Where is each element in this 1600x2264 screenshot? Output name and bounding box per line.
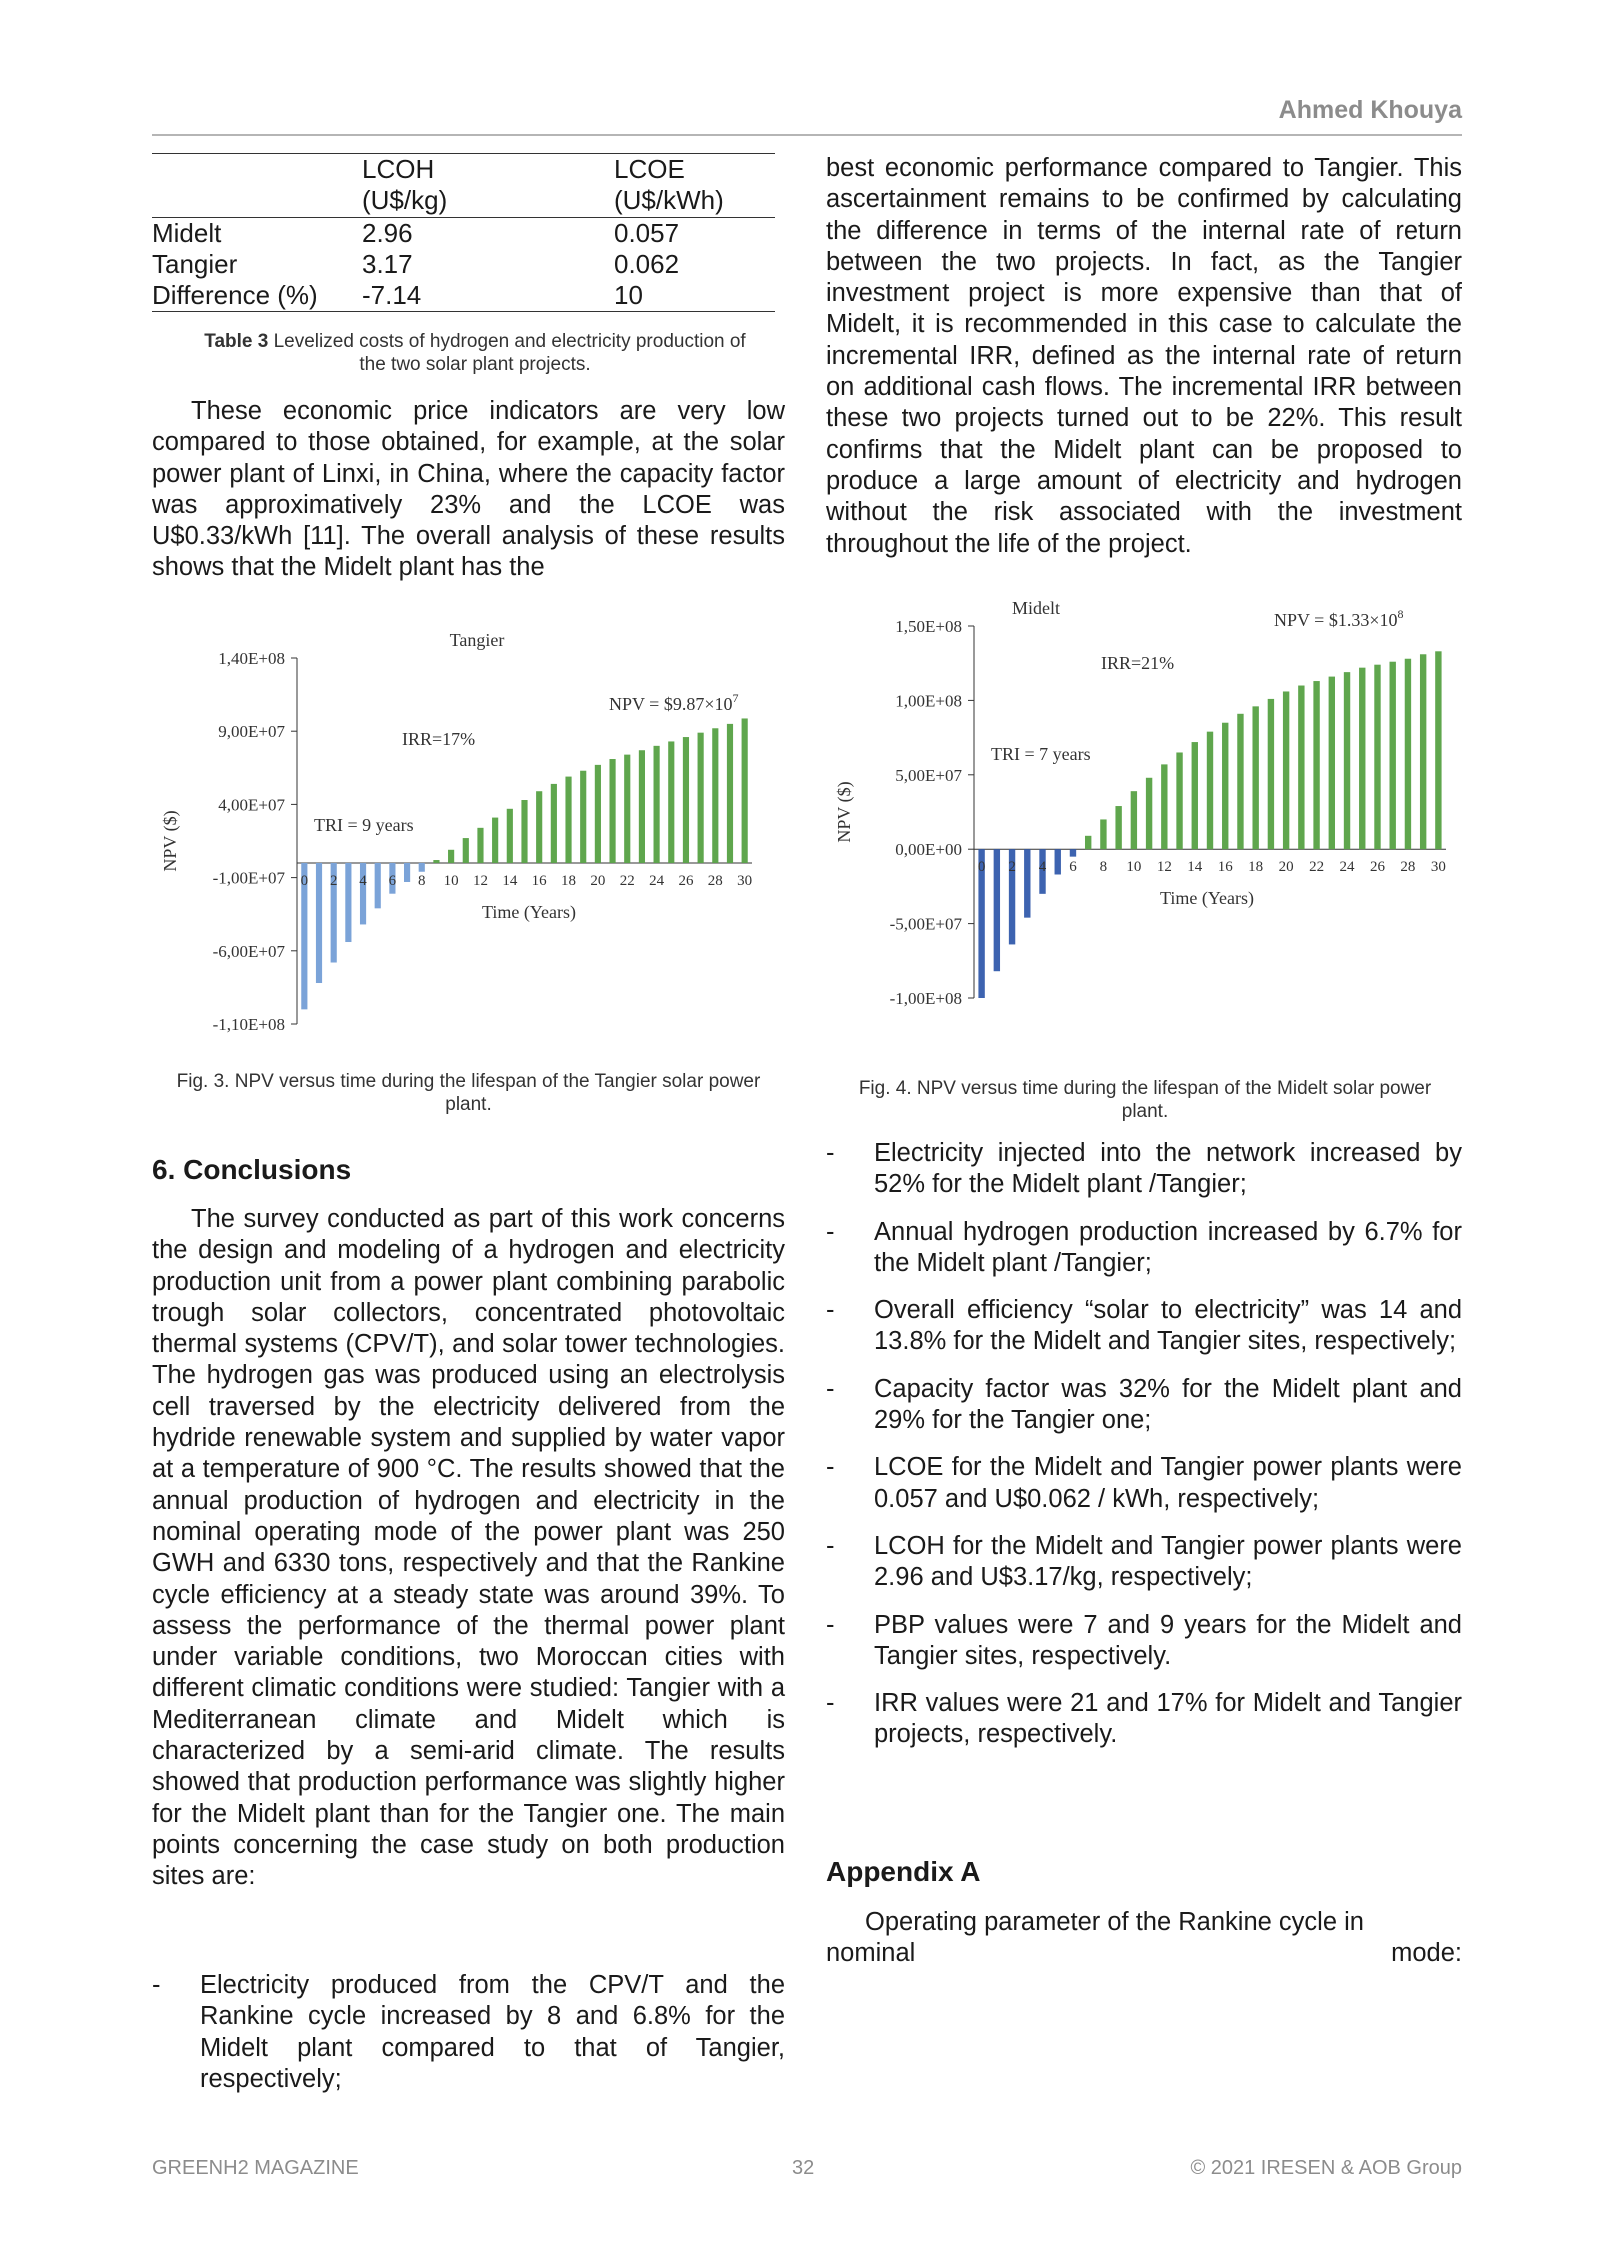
list-item: - LCOE for the Midelt and Tangier power plants were 0.057 and U$0.062 / kWh, respectively; <box>826 1453 1462 1513</box>
y-axis-label: NPV ($) <box>834 781 854 843</box>
y-tick-label: 1,50E+08 <box>895 617 962 636</box>
x-tick-label: 8 <box>418 872 426 889</box>
bar <box>668 741 674 863</box>
x-axis-label: Time (Years) <box>481 901 577 922</box>
right-bullet-list <box>826 1138 1462 1751</box>
x-tick-label: 30 <box>737 872 753 889</box>
bar <box>698 733 704 863</box>
footer-page-number: 32 <box>792 2157 815 2179</box>
bar <box>492 818 498 863</box>
right-paragraph: best economic performance compared to Tangier. This ascertainment remains to be confirmed by calculating the difference in terms of the internal rate of return between the two projects. In fact, as the Tangier investment project is more expensive than that of Midelt, it is recommended in this case to calculate the incremental IRR, defined as the internal rate of return on additional cash flows. The incremental IRR between these two projects turned out to be 22%. This result confirms that the Midelt plant can be proposed to produce a large amount of electricity and hydrogen without the risk associated with the investment throughout the life of the project. <box>826 154 1462 558</box>
bar <box>507 809 513 863</box>
y-tick-label: 9,00E+07 <box>218 722 285 742</box>
table-row <box>152 280 775 312</box>
footer-copyright: © 2021 IRESEN & AOB Group <box>1190 2157 1462 2179</box>
bar <box>433 860 439 863</box>
row-lcoh: 3.17 <box>362 249 413 279</box>
table-header-lcoh: LCOH (U$/kg) <box>362 154 448 215</box>
x-tick-label: 22 <box>1309 859 1325 876</box>
x-tick-label: 26 <box>678 872 694 889</box>
row-lcoh: -7.14 <box>362 280 422 310</box>
x-tick-label: 30 <box>1430 859 1446 876</box>
x-tick-label: 4 <box>359 872 367 889</box>
bar <box>609 759 615 863</box>
conclusions-paragraph: The survey conducted as part of this work concerns the design and modeling of a hydrogen and electricity production unit from a power plant combining parabolic trough solar collectors, concentrated photovoltaic thermal systems (CPV/T), and solar tower technologies. The hydrogen gas was produced using an electrolysis cell traversed by the electricity delivered from the hydride renewable system and supplied by water vapor at a temperature of 900 °C. The results showed that the annual production of hydrogen and electricity in the nominal operating mode of the power plant was 250 GWH and 6330 tons, respectively and that the Rankine cycle efficiency at a steady state was around 39%. To assess the performance of the thermal power plant under variable conditions, two Moroccan cities with different climatic conditions were studied: Tangier with a Mediterranean climate and Midelt which is characterized by a semi-arid climate. The results showed that production performance was slightly higher for the Midelt plant than for the Tangier one. The main points concerning the case study on both production sites are: <box>152 1205 785 1891</box>
x-tick-label: 2 <box>329 872 338 889</box>
x-tick-label: 24 <box>1339 859 1355 876</box>
y-tick-label: -5,00E+07 <box>889 914 962 934</box>
bar <box>1405 659 1411 849</box>
y-axis-label: NPV ($) <box>160 810 180 872</box>
bar <box>1268 699 1274 849</box>
y-tick-label: -6,00E+07 <box>212 941 285 961</box>
x-tick-label: 2 <box>1008 859 1016 876</box>
bar <box>1055 849 1061 874</box>
tri-annotation: TRI = 7 years <box>991 744 1091 764</box>
conclusions-heading: 6. Conclusions <box>152 1154 352 1185</box>
x-tick-label: 14 <box>1187 859 1203 876</box>
y-tick-label: 1,00E+08 <box>895 691 962 711</box>
row-label: Midelt <box>152 218 222 248</box>
bar <box>742 718 748 862</box>
bar <box>448 850 454 863</box>
x-tick-label: 18 <box>1248 859 1264 876</box>
appendix-paragraph: Operating parameter of the Rankine cycle in nominal mode: <box>826 1908 1462 1968</box>
list-item: - Capacity factor was 32% for the Midelt plant and 29% for the Tangier one; <box>826 1374 1462 1435</box>
npv-chart-midelt <box>826 590 1466 1010</box>
bar <box>1146 778 1152 849</box>
left-bullet-list <box>152 1970 785 2095</box>
bar <box>565 777 571 863</box>
bar <box>1313 681 1319 849</box>
x-tick-label: 16 <box>531 872 547 889</box>
bar <box>1435 651 1441 849</box>
y-tick-label: -1,10E+08 <box>212 1015 285 1034</box>
bar <box>1374 665 1380 850</box>
bar <box>994 849 1000 971</box>
x-tick-label: 28 <box>707 872 723 889</box>
x-tick-label: 0 <box>300 872 309 889</box>
bar <box>404 863 410 882</box>
appendix-heading: Appendix A <box>826 1856 981 1887</box>
bar <box>1192 742 1198 849</box>
chart-title: Tangier <box>449 630 505 650</box>
list-item: - Electricity produced from the CPV/T and the Rankine cycle increased by 8 and 6.8% for the Midelt plant compared to that of Tangier, respectively; <box>152 1971 785 2093</box>
table-row <box>152 249 775 280</box>
author-name: Ahmed Khouya <box>1278 96 1462 124</box>
chart-title: Midelt <box>1012 598 1060 618</box>
table-header-row <box>152 154 775 218</box>
bar <box>1329 677 1335 850</box>
header-rule <box>152 134 1462 136</box>
x-tick-label: 0 <box>977 859 986 876</box>
y-tick-label: -1,00E+08 <box>889 989 962 1008</box>
y-tick-label: 0,00E+00 <box>895 840 962 860</box>
bar <box>727 724 733 863</box>
irr-annotation: IRR=17% <box>402 729 476 749</box>
bar <box>1207 732 1213 850</box>
x-tick-label: 4 <box>1038 859 1047 876</box>
list-item: - Overall efficiency “solar to electricity” was 14 and 13.8% for the Midelt and Tangier sites, respectively; <box>826 1296 1462 1356</box>
bar <box>463 838 469 863</box>
list-item: - Electricity injected into the network increased by 52% for the Midelt plant /Tangier; <box>826 1139 1462 1199</box>
bar <box>639 750 645 863</box>
bar <box>536 791 542 863</box>
y-tick-label: 4,00E+07 <box>218 795 285 815</box>
x-tick-label: 12 <box>472 872 488 889</box>
row-lcoh: 2.96 <box>362 218 413 248</box>
x-tick-label: 18 <box>561 872 577 889</box>
bar <box>1115 806 1121 849</box>
bar <box>1131 791 1137 849</box>
table-3-caption: Table 3 Levelized costs of hydrogen and electricity production of the two solar plant projects. <box>204 331 746 375</box>
bar <box>1252 706 1258 849</box>
x-tick-label: 28 <box>1400 859 1416 876</box>
left-paragraph: These economic price indicators are very low compared to those obtained, for example, at the solar power plant of Linxi, in China, where the capacity factor was approximatively 23% and the LCOE was U$0.33/kWh [11]. The overall analysis of these results shows that the Midelt plant has the <box>152 397 785 582</box>
row-label: Difference (%) <box>152 280 318 310</box>
bar <box>1024 849 1030 917</box>
bar <box>712 728 718 863</box>
table-header-empty <box>152 154 362 218</box>
bar <box>580 771 586 863</box>
bar <box>683 737 689 863</box>
bar <box>1070 849 1076 856</box>
bar <box>1359 668 1365 850</box>
table-row <box>152 218 775 250</box>
bar <box>477 828 483 863</box>
row-label: Tangier <box>152 249 238 279</box>
list-item: - LCOH for the Midelt and Tangier power plants were 2.96 and U$3.17/kg, respectively; <box>826 1531 1462 1592</box>
y-tick-label: 5,00E+07 <box>895 765 962 785</box>
bar <box>1420 654 1426 849</box>
x-tick-label: 24 <box>649 872 665 889</box>
x-tick-label: 26 <box>1369 859 1385 876</box>
bar <box>1176 752 1182 849</box>
tri-annotation: TRI = 9 years <box>314 815 414 835</box>
bar <box>316 863 322 983</box>
x-tick-label: 14 <box>502 872 518 889</box>
table-3 <box>152 153 775 312</box>
bar <box>345 863 351 942</box>
bar <box>1390 662 1396 849</box>
y-tick-label: 1,40E+08 <box>218 649 285 668</box>
bar <box>375 863 381 908</box>
npv-chart-tangier <box>152 622 792 1042</box>
npv-annotation: NPV = $\$1.33\times 10^8$ <box>1274 607 1404 630</box>
x-tick-label: 20 <box>590 872 606 889</box>
bar <box>551 784 557 863</box>
x-tick-label: 22 <box>619 872 635 889</box>
row-lcoe: 0.062 <box>614 249 680 279</box>
bar <box>1283 691 1289 849</box>
x-tick-label: 6 <box>1069 859 1077 876</box>
npv-annotation: NPV = $\$9.87\times 10^7$ <box>609 691 739 714</box>
footer-magazine: GREENH2 MAGAZINE <box>152 2157 359 2179</box>
list-item: - PBP values were 7 and 9 years for the Midelt and Tangier sites, respectively. <box>826 1610 1462 1670</box>
table-header-lcoe: LCOE (U$/kWh) <box>614 154 724 215</box>
bar <box>521 800 527 863</box>
x-tick-label: 20 <box>1278 859 1294 876</box>
bar <box>595 765 601 863</box>
bar <box>624 755 630 863</box>
x-tick-label: 8 <box>1099 859 1108 876</box>
bar <box>1237 714 1243 849</box>
bar <box>1100 819 1106 849</box>
bar <box>1298 686 1304 850</box>
fig4-caption: Fig. 4. NPV versus time during the lifespan of the Midelt solar power plant. <box>858 1078 1432 1122</box>
x-tick-label: 10 <box>443 872 459 889</box>
x-tick-label: 6 <box>388 872 397 889</box>
row-lcoe: 10 <box>614 280 643 310</box>
bar <box>654 746 660 863</box>
x-tick-label: 12 <box>1156 859 1172 876</box>
x-axis-label: Time (Years) <box>1159 888 1255 909</box>
x-tick-label: 16 <box>1217 859 1233 876</box>
y-tick-label: -1,00E+07 <box>212 868 285 888</box>
bar <box>1085 836 1091 849</box>
fig3-caption: Fig. 3. NPV versus time during the lifespan of the Tangier solar power plant. <box>176 1071 761 1115</box>
irr-annotation: IRR=21% <box>1101 653 1175 673</box>
bar <box>1222 723 1228 849</box>
x-tick-label: 10 <box>1126 859 1142 876</box>
row-lcoe: 0.057 <box>614 218 680 248</box>
bar <box>1161 764 1167 849</box>
list-item: - IRR values were 21 and 17% for Midelt and Tangier projects, respectively. <box>826 1689 1462 1749</box>
bar <box>419 863 425 872</box>
bar <box>1344 672 1350 849</box>
list-item: - Annual hydrogen production increased by 6.7% for the Midelt plant /Tangier; <box>826 1217 1462 1277</box>
